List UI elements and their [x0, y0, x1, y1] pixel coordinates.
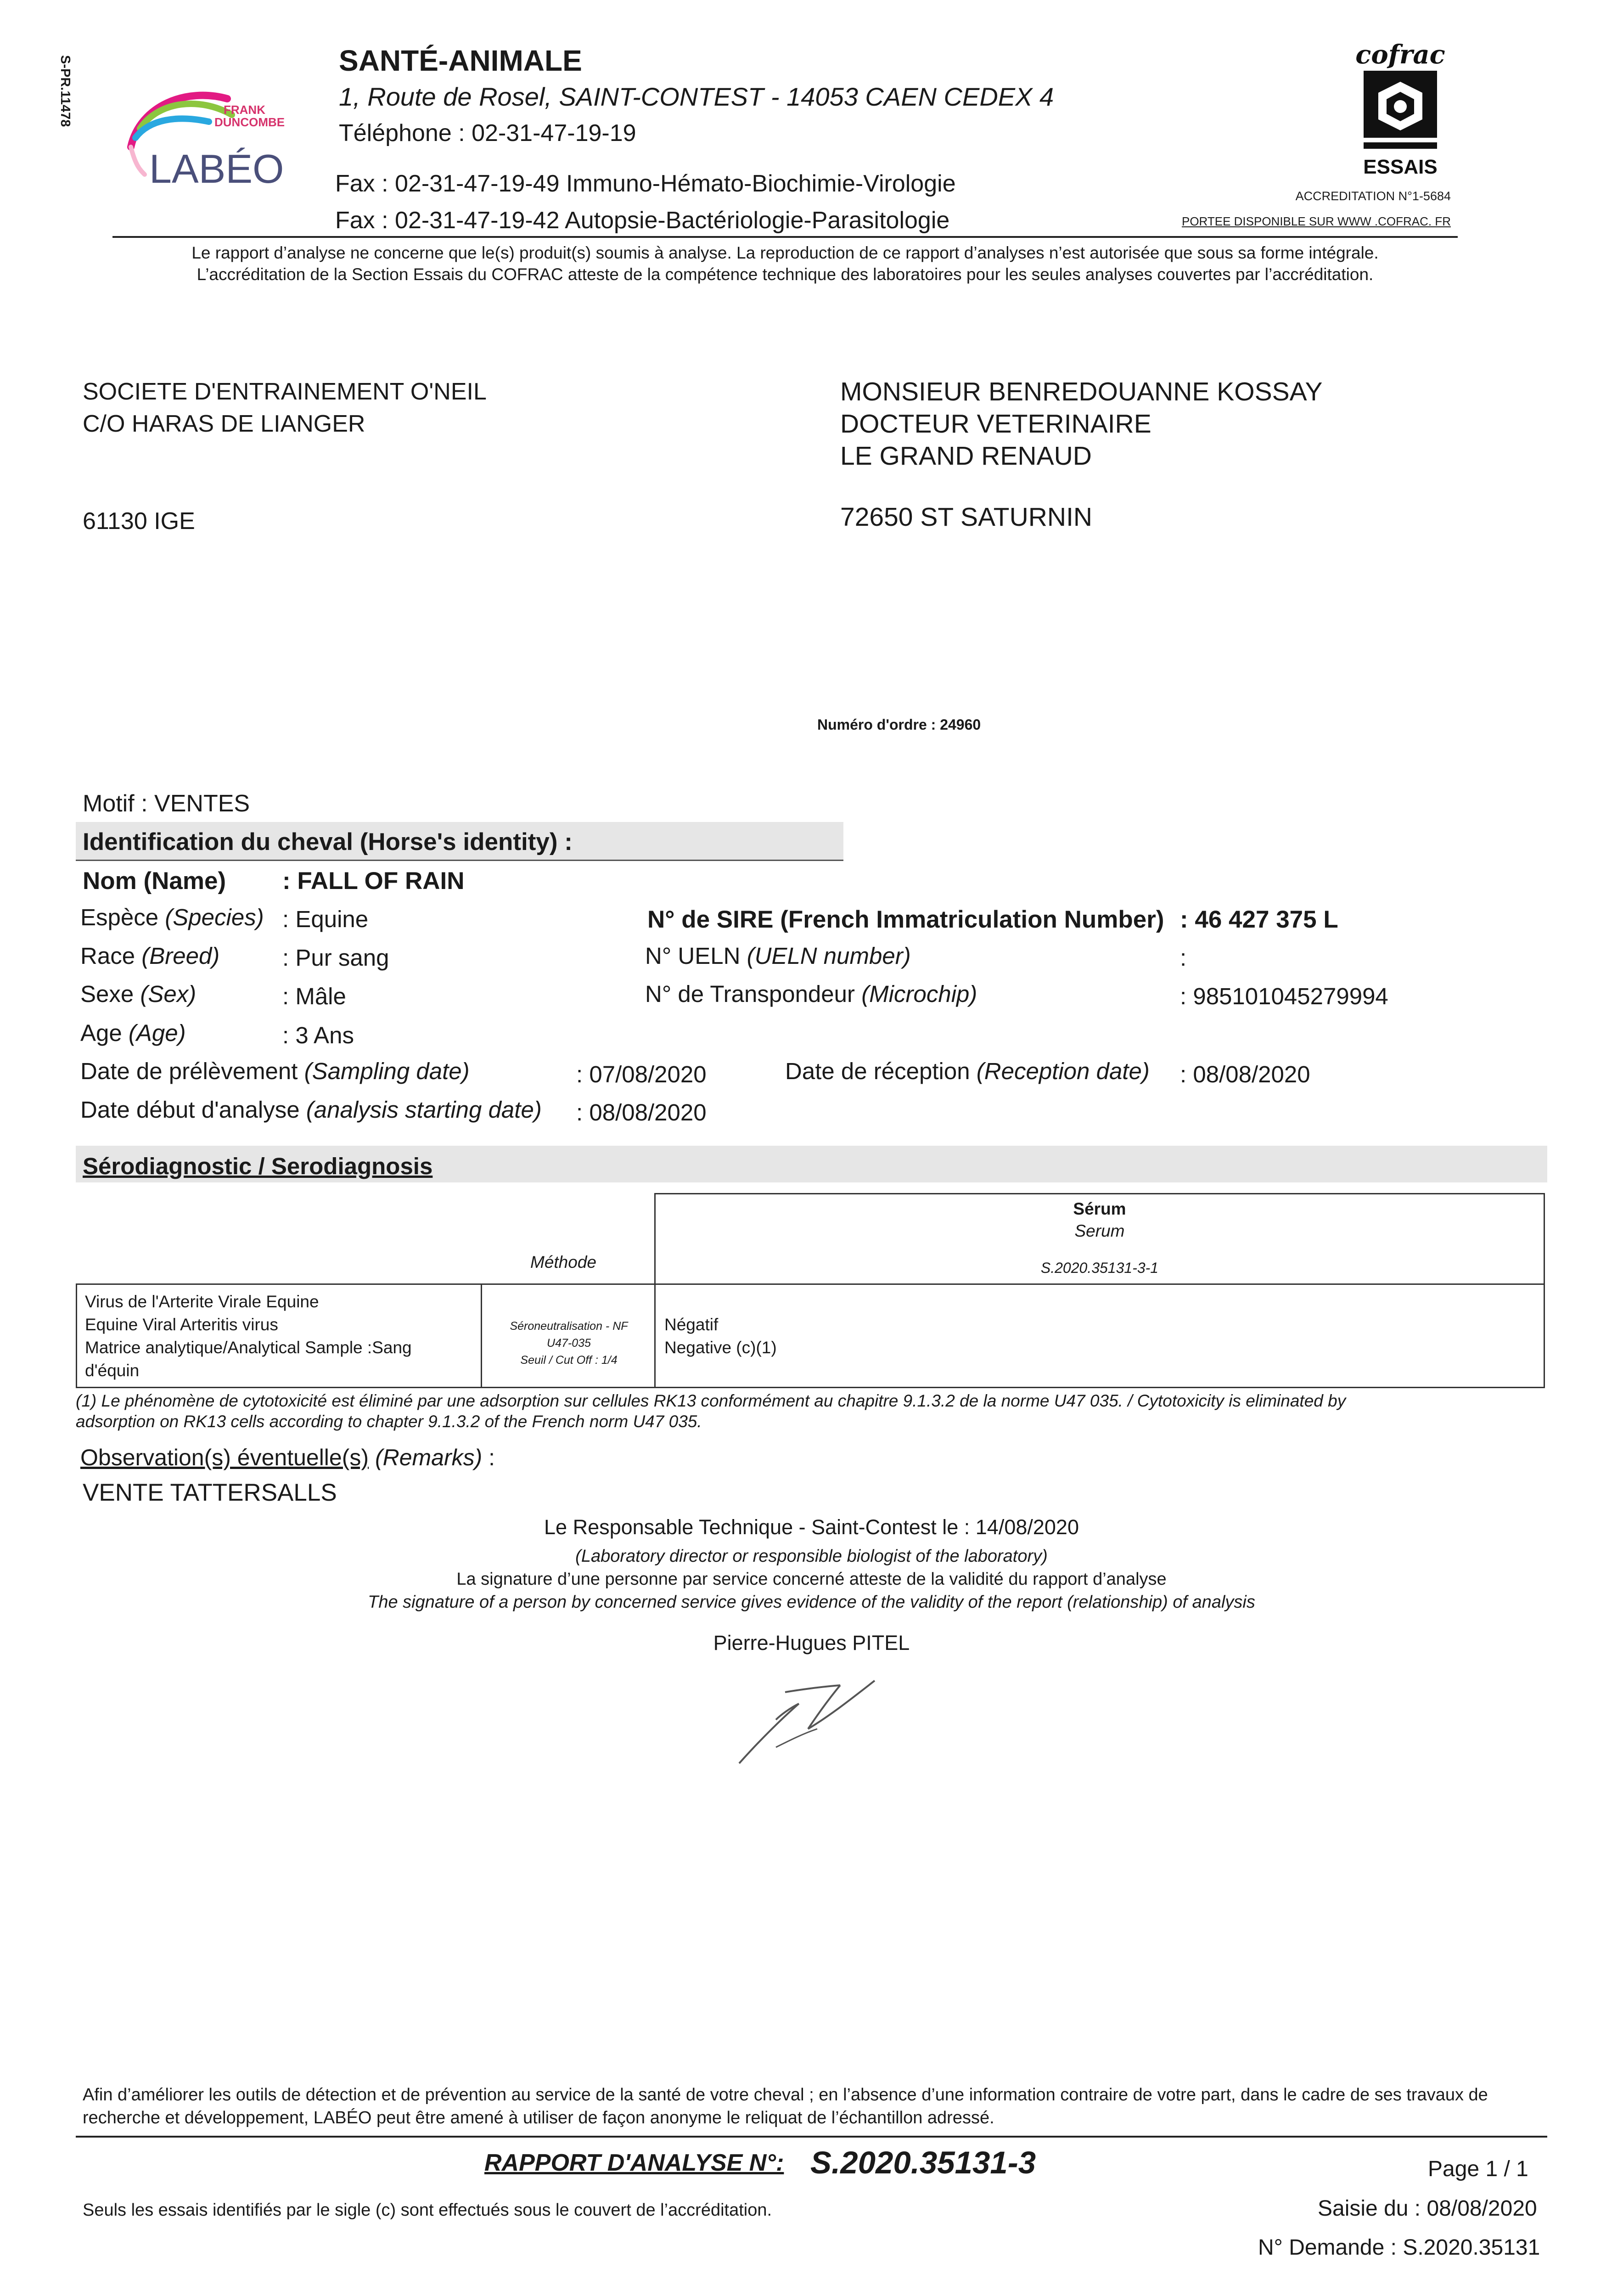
serodiagnostic-title: Sérodiagnostic / Serodiagnosis — [83, 1153, 433, 1179]
sire-value: : 46 427 375 L — [1180, 906, 1338, 933]
footnote-line-1: (1) Le phénomène de cytotoxicité est éliminé par une adsorption sur cellules RK13 conformément au chapitre 9.1.3.2 de la norme U47 035. / Cytotoxicity is eliminated by — [76, 1391, 1346, 1410]
age-label: Age (Age) — [80, 1020, 186, 1046]
sex-label: Sexe (Sex) — [80, 981, 197, 1007]
transponder-label: N° de Transpondeur (Microchip) — [645, 981, 977, 1007]
name-label: Nom (Name) — [83, 867, 226, 895]
labeo-logo — [122, 78, 314, 197]
handwritten-signature — [730, 1665, 895, 1770]
disclaimer-line-2: L’accréditation de la Section Essais du COFRAC atteste de la compétence technique des laboratoires pour les seules analyses couvertes par l’accréditation. — [197, 265, 1374, 284]
cofrac-text: cofrac — [1355, 41, 1445, 70]
lab-phone: Téléphone : 02-31-47-19-19 — [339, 120, 636, 146]
breed-label: Race (Breed) — [80, 943, 220, 969]
test-line-4: d'équin — [85, 1361, 140, 1380]
lab-address: 1, Route de Rosel, SAINT-CONTEST - 14053 CAEN CEDEX 4 — [339, 82, 1054, 111]
signatory-name: Pierre-Hugues PITEL — [713, 1631, 910, 1654]
entry-date: Saisie du : 08/08/2020 — [1318, 2196, 1537, 2221]
lab-name: SANTÉ-ANIMALE — [339, 44, 582, 77]
vet-line-3: LE GRAND RENAUD — [840, 441, 1092, 471]
cofrac-essais: ESSAIS — [1363, 156, 1438, 178]
test-line-2: Equine Viral Arteritis virus — [85, 1315, 278, 1334]
order-number: Numéro d'ordre : 24960 — [817, 716, 981, 733]
footnote-line-2: adsorption on RK13 cells according to chapter 9.1.3.2 of the French norm U47 035. — [76, 1412, 702, 1431]
result-line-2: Negative (c)(1) — [664, 1338, 777, 1357]
sampling-date-label: Date de prélèvement (Sampling date) — [80, 1058, 470, 1084]
header-divider — [112, 236, 1458, 238]
document-code: S-PR.11478 — [58, 55, 73, 127]
signature-line-2: (Laboratory director or responsible biologist of the laboratory) — [575, 1547, 1048, 1566]
test-description — [85, 1290, 412, 1382]
method-line-1: Séroneutralisation - NF — [510, 1320, 628, 1333]
vet-city: 72650 ST SATURNIN — [840, 502, 1093, 532]
vet-address — [840, 376, 1322, 472]
logo-labeo: LABÉO — [149, 146, 284, 191]
sampling-date-value: : 07/08/2020 — [576, 1061, 707, 1087]
breed-value: : Pur sang — [282, 945, 389, 971]
reception-date-label: Date de réception (Reception date) — [785, 1058, 1150, 1084]
vet-line-2: DOCTEUR VETERINAIRE — [840, 409, 1151, 439]
vet-line-1: MONSIEUR BENREDOUANNE KOSSAY — [840, 377, 1323, 406]
lab-fax-1: Fax : 02-31-47-19-49 Immuno-Hémato-Biochimie-Virologie — [335, 170, 956, 197]
method-header: Méthode — [530, 1253, 596, 1272]
sample-id: S.2020.35131-3-1 — [1040, 1260, 1159, 1276]
cofrac-logo — [1354, 41, 1446, 179]
logo-frank: FRANK — [224, 103, 265, 117]
species-label: Espèce (Species) — [80, 904, 264, 930]
ueln-label: N° UELN (UELN number) — [645, 943, 911, 969]
result-line-1: Négatif — [664, 1315, 719, 1334]
sex-value: : Mâle — [282, 983, 346, 1009]
result — [664, 1313, 777, 1359]
ueln-value: : — [1180, 945, 1187, 971]
name-value: : FALL OF RAIN — [282, 867, 465, 895]
analysis-date-value: : 08/08/2020 — [576, 1099, 707, 1125]
lab-fax-2: Fax : 02-31-47-19-42 Autopsie-Bactériologie-Parasitologie — [335, 207, 950, 234]
client-address — [83, 376, 487, 440]
client-line-2: C/O HARAS DE LIANGER — [83, 411, 365, 437]
client-line-1: SOCIETE D'ENTRAINEMENT O'NEIL — [83, 378, 487, 405]
sire-label: N° de SIRE (French Immatriculation Number) — [647, 906, 1164, 933]
report-number-label: RAPPORT D'ANALYSE N°: — [484, 2150, 784, 2176]
request-number: N° Demande : S.2020.35131 — [1258, 2235, 1540, 2260]
signature-line-1: Le Responsable Technique - Saint-Contest le : 14/08/2020 — [544, 1515, 1079, 1539]
species-value: : Equine — [282, 906, 369, 932]
footer-divider — [76, 2136, 1547, 2138]
accreditation-note: Seuls les essais identifiés par le sigle (c) sont effectués sous le couvert de l’accréditation. — [83, 2200, 772, 2220]
footnote — [76, 1390, 1346, 1432]
table-cell-result — [654, 1283, 1545, 1388]
disclaimer-line-1: Le rapport d’analyse ne concerne que le(s) produit(s) soumis à analyse. La reproduction de ce rapport d’analyses n’est autorisée que sous sa forme intégrale. — [191, 243, 1379, 262]
portee-link[interactable]: PORTEE DISPONIBLE SUR WWW .COFRAC. FR — [1181, 214, 1451, 228]
method-description — [482, 1318, 656, 1369]
identification-title: Identification du cheval (Horse's identity) : — [83, 828, 573, 855]
test-line-3: Matrice analytique/Analytical Sample :Sang — [85, 1338, 412, 1357]
sample-header-en: Serum — [1074, 1221, 1125, 1240]
analysis-date-label: Date début d'analyse (analysis starting date) — [80, 1097, 542, 1123]
logo-duncombe: DUNCOMBE — [214, 115, 285, 129]
age-value: : 3 Ans — [282, 1022, 354, 1048]
signature-line-4: The signature of a person by concerned service gives evidence of the validity of the report (relationship) of analysis — [368, 1593, 1255, 1612]
report-number: S.2020.35131-3 — [810, 2145, 1036, 2180]
disclaimer — [115, 242, 1455, 285]
reception-date-value: : 08/08/2020 — [1180, 1061, 1310, 1087]
sample-header-fr: Sérum — [1073, 1199, 1126, 1218]
method-line-3: Seuil / Cut Off : 1/4 — [520, 1354, 618, 1367]
client-city: 61130 IGE — [83, 508, 195, 535]
method-line-2: U47-035 — [547, 1337, 591, 1350]
observations-label: Observation(s) éventuelle(s) (Remarks) : — [80, 1445, 495, 1470]
accreditation-number: ACCREDITATION N°1-5684 — [1295, 189, 1451, 203]
footer-note: Afin d’améliorer les outils de détection et de prévention au service de la santé de votre cheval ; en l’absence d’une information contraire de votre part, dans le cadre de ses travaux de recherche et développement, LABÉO peut être amené à utiliser de façon anonyme le reliquat de l’échantillon adressé. — [83, 2085, 1488, 2127]
page-number: Page 1 / 1 — [1428, 2157, 1528, 2181]
motif: Motif : VENTES — [83, 790, 250, 817]
observations-value: VENTE TATTERSALLS — [83, 1479, 337, 1506]
signature-line-3: La signature d’une personne par service concerné atteste de la validité du rapport d’analyse — [456, 1570, 1167, 1589]
test-line-1: Virus de l'Arterite Virale Equine — [85, 1292, 319, 1311]
transponder-value: : 985101045279994 — [1180, 983, 1388, 1009]
